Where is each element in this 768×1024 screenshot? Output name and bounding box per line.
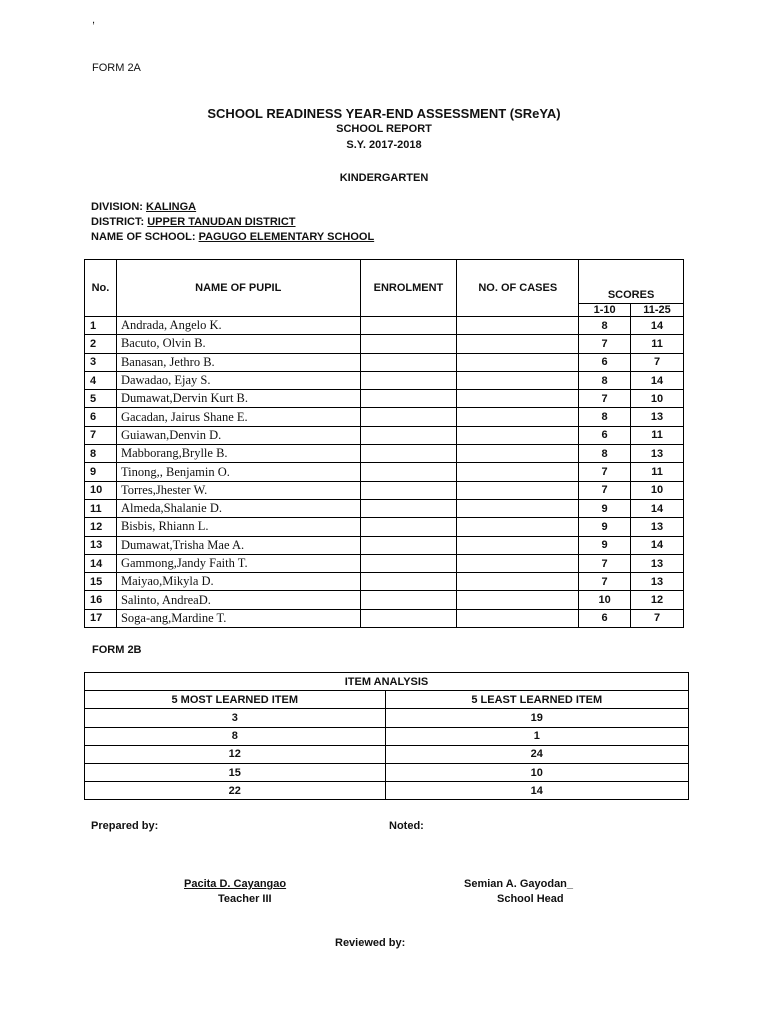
preparer-name: Pacita D. Cayangao	[184, 878, 287, 890]
enrolment-cell	[360, 554, 457, 572]
row-number: 1	[85, 317, 117, 335]
item-row	[85, 727, 689, 745]
row-number: 9	[85, 463, 117, 481]
enrolment-cell	[360, 353, 457, 371]
pupil-name: Mabborang,Brylle B.	[116, 445, 360, 463]
row-number: 10	[85, 481, 117, 499]
pupil-name: Bacuto, Olvin B.	[116, 335, 360, 353]
item-row	[85, 782, 689, 800]
enrolment-cell	[360, 518, 457, 536]
header-score-11-25: 11-25	[631, 304, 684, 317]
score-11-25: 14	[631, 371, 684, 389]
cases-cell	[457, 426, 579, 444]
most-learned-header: 5 MOST LEARNED ITEM	[85, 691, 386, 709]
pupil-name: Dumawat,Dervin Kurt B.	[116, 390, 360, 408]
row-number: 7	[85, 426, 117, 444]
cases-cell	[457, 353, 579, 371]
pupil-name: Almeda,Shalanie D.	[116, 499, 360, 517]
cases-cell	[457, 573, 579, 591]
pupil-name: Andrada, Angelo K.	[116, 317, 360, 335]
pupil-name: Bisbis, Rhiann L.	[116, 518, 360, 536]
least-learned-item: 14	[385, 782, 689, 800]
table-row	[85, 536, 684, 554]
pupil-name: Banasan, Jethro B.	[116, 353, 360, 371]
score-11-25: 12	[631, 591, 684, 609]
table-row	[85, 591, 684, 609]
enrolment-cell	[360, 335, 457, 353]
cases-cell	[457, 609, 579, 627]
enrolment-cell	[360, 573, 457, 591]
item-analysis-title: ITEM ANALYSIS	[85, 673, 689, 691]
score-11-25: 10	[631, 390, 684, 408]
score-11-25: 13	[631, 573, 684, 591]
table-row	[85, 335, 684, 353]
header-enrolment: ENROLMENT	[360, 260, 457, 317]
score-1-10: 7	[579, 463, 631, 481]
pupil-name: Dumawat,Trisha Mae A.	[116, 536, 360, 554]
enrolment-cell	[360, 536, 457, 554]
score-11-25: 7	[631, 353, 684, 371]
most-learned-item: 3	[85, 709, 386, 727]
enrolment-cell	[360, 445, 457, 463]
table-row	[85, 499, 684, 517]
school-label: NAME OF SCHOOL:	[91, 231, 196, 243]
pupil-name: Salinto, AndreaD.	[116, 591, 360, 609]
row-number: 4	[85, 371, 117, 389]
table-row	[85, 518, 684, 536]
item-row	[85, 745, 689, 763]
score-11-25: 11	[631, 426, 684, 444]
pupil-name: Soga-ang,Mardine T.	[116, 609, 360, 627]
table-row	[85, 573, 684, 591]
school-year: S.Y. 2017-2018	[346, 139, 422, 151]
score-1-10: 6	[579, 426, 631, 444]
division-line	[91, 201, 196, 213]
score-1-10: 9	[579, 536, 631, 554]
row-number: 14	[85, 554, 117, 572]
enrolment-cell	[360, 591, 457, 609]
cases-cell	[457, 518, 579, 536]
pupil-name: Dawadao, Ejay S.	[116, 371, 360, 389]
score-1-10: 8	[579, 445, 631, 463]
table-row	[85, 408, 684, 426]
row-number: 12	[85, 518, 117, 536]
table-row	[85, 426, 684, 444]
score-1-10: 8	[579, 317, 631, 335]
score-1-10: 7	[579, 390, 631, 408]
score-1-10: 10	[579, 591, 631, 609]
least-learned-item: 10	[385, 763, 689, 781]
row-number: 3	[85, 353, 117, 371]
row-number: 16	[85, 591, 117, 609]
table-row	[85, 554, 684, 572]
school-line	[91, 231, 374, 243]
pupil-name: Gammong,Jandy Faith T.	[116, 554, 360, 572]
enrolment-cell	[360, 499, 457, 517]
item-rows	[85, 709, 689, 800]
cases-cell	[457, 591, 579, 609]
score-1-10: 7	[579, 335, 631, 353]
score-11-25: 13	[631, 518, 684, 536]
score-11-25: 10	[631, 481, 684, 499]
score-11-25: 11	[631, 463, 684, 481]
pupil-name: Torres,Jhester W.	[116, 481, 360, 499]
row-number: 6	[85, 408, 117, 426]
row-number: 17	[85, 609, 117, 627]
pupil-name: Gacadan, Jairus Shane E.	[116, 408, 360, 426]
score-1-10: 7	[579, 554, 631, 572]
table-row	[85, 317, 684, 335]
cases-cell	[457, 371, 579, 389]
enrolment-cell	[360, 426, 457, 444]
pupil-name: Guiawan,Denvin D.	[116, 426, 360, 444]
document-subtitle: SCHOOL REPORT	[336, 123, 432, 135]
division-label: DIVISION:	[91, 201, 143, 213]
cases-cell	[457, 445, 579, 463]
prepared-by-label: Prepared by:	[91, 820, 159, 832]
most-learned-item: 12	[85, 745, 386, 763]
score-11-25: 13	[631, 554, 684, 572]
item-analysis-table	[84, 672, 689, 800]
score-11-25: 13	[631, 408, 684, 426]
score-1-10: 8	[579, 408, 631, 426]
header-scores: SCORES	[579, 260, 684, 304]
score-1-10: 9	[579, 518, 631, 536]
least-learned-header: 5 LEAST LEARNED ITEM	[385, 691, 689, 709]
cases-cell	[457, 554, 579, 572]
row-number: 8	[85, 445, 117, 463]
row-number: 2	[85, 335, 117, 353]
noted-label: Noted:	[389, 820, 424, 832]
score-11-25: 7	[631, 609, 684, 627]
table-row	[85, 390, 684, 408]
corner-mark: ,	[92, 14, 96, 26]
pupil-name: Tinong,, Benjamin O.	[116, 463, 360, 481]
cases-cell	[457, 481, 579, 499]
cases-cell	[457, 408, 579, 426]
least-learned-item: 19	[385, 709, 689, 727]
item-row	[85, 763, 689, 781]
score-11-25: 11	[631, 335, 684, 353]
header-cases: NO. OF CASES	[457, 260, 579, 317]
district-label: DISTRICT:	[91, 216, 145, 228]
enrolment-cell	[360, 609, 457, 627]
pupil-rows	[85, 317, 684, 628]
school-head-title: School Head	[497, 893, 564, 905]
cases-cell	[457, 317, 579, 335]
table-row	[85, 609, 684, 627]
cases-cell	[457, 335, 579, 353]
row-number: 11	[85, 499, 117, 517]
enrolment-cell	[360, 390, 457, 408]
enrolment-cell	[360, 481, 457, 499]
cases-cell	[457, 499, 579, 517]
score-1-10: 9	[579, 499, 631, 517]
header-no: No.	[85, 260, 117, 317]
district-value: UPPER TANUDAN DISTRICT	[147, 216, 296, 228]
enrolment-cell	[360, 317, 457, 335]
least-learned-item: 1	[385, 727, 689, 745]
reviewed-by-label: Reviewed by:	[335, 937, 406, 949]
table-row	[85, 481, 684, 499]
cases-cell	[457, 390, 579, 408]
table-row	[85, 371, 684, 389]
table-row	[85, 463, 684, 481]
district-line	[91, 216, 296, 228]
score-11-25: 13	[631, 445, 684, 463]
score-11-25: 14	[631, 499, 684, 517]
least-learned-item: 24	[385, 745, 689, 763]
cases-cell	[457, 536, 579, 554]
form-2a-label: FORM 2A	[92, 62, 141, 74]
division-value: KALINGA	[146, 201, 197, 213]
header-name: NAME OF PUPIL	[116, 260, 360, 317]
row-number: 15	[85, 573, 117, 591]
most-learned-item: 15	[85, 763, 386, 781]
enrolment-cell	[360, 463, 457, 481]
score-11-25: 14	[631, 317, 684, 335]
header-score-1-10: 1-10	[579, 304, 631, 317]
preparer-title: Teacher III	[218, 893, 272, 905]
row-number: 13	[85, 536, 117, 554]
enrolment-cell	[360, 408, 457, 426]
table-row	[85, 353, 684, 371]
most-learned-item: 8	[85, 727, 386, 745]
score-11-25: 14	[631, 536, 684, 554]
form-2b-label: FORM 2B	[92, 644, 142, 656]
document-title: SCHOOL READINESS YEAR-END ASSESSMENT (SReYA)	[207, 106, 561, 121]
row-number: 5	[85, 390, 117, 408]
score-1-10: 6	[579, 353, 631, 371]
cases-cell	[457, 463, 579, 481]
score-1-10: 6	[579, 609, 631, 627]
item-row	[85, 709, 689, 727]
score-1-10: 8	[579, 371, 631, 389]
score-1-10: 7	[579, 573, 631, 591]
pupil-scores-table	[84, 259, 684, 628]
school-head-name: Semian A. Gayodan_	[464, 878, 574, 890]
table-row	[85, 445, 684, 463]
score-1-10: 7	[579, 481, 631, 499]
grade-level: KINDERGARTEN	[339, 172, 429, 184]
most-learned-item: 22	[85, 782, 386, 800]
enrolment-cell	[360, 371, 457, 389]
pupil-name: Maiyao,Mikyla D.	[116, 573, 360, 591]
school-value: PAGUGO ELEMENTARY SCHOOL	[198, 231, 375, 243]
